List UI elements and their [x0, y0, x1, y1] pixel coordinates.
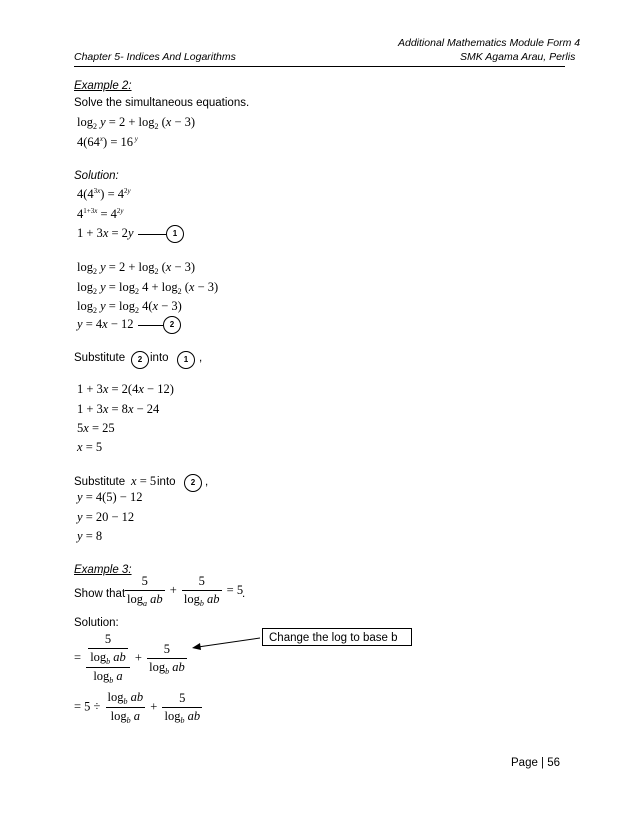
- step-1: $4(4^{3x}) = 4^{2y}$: [77, 187, 131, 201]
- solution-step-1: = $\frac{\frac{5}{\log_b ab}}{\log_b a}$ + $\frac{5}{\log_b ab}$: [74, 632, 185, 685]
- equation-marker-2: 2: [131, 351, 149, 369]
- page-number: Page | 56: [511, 757, 561, 769]
- step-11: x = 5: [77, 440, 103, 454]
- solution-heading: Solution:: [74, 617, 119, 629]
- substitute-value: x = 5: [131, 474, 157, 488]
- into-label: into: [157, 476, 176, 488]
- step-12: y = 4(5) − 12: [77, 490, 143, 504]
- pointer-line: [138, 325, 163, 326]
- comma: ,: [199, 352, 203, 364]
- example-2-heading: Example 2:: [74, 80, 132, 92]
- step-13: y = 20 − 12: [77, 510, 135, 524]
- show-that-label: Show that: [74, 588, 126, 600]
- given-equation-2: $4(64^x) = 16$ $^y$: [77, 135, 138, 149]
- school-name: SMK Agama Arau, Perlis: [460, 51, 576, 63]
- step-3: 1 + 3x = 2y: [77, 226, 134, 240]
- module-title: Additional Mathematics Module Form 4: [398, 37, 581, 49]
- step-4: $\log_2 y = 2 + \log_2 (x - 3)$: [77, 260, 196, 276]
- comma: ,: [205, 476, 209, 488]
- solution-heading: Solution:: [74, 170, 119, 182]
- equation-marker-2: 2: [163, 316, 181, 334]
- pointer-line: [138, 234, 166, 235]
- show-that-expression: $\frac{5}{\log_a ab}$ + $\frac{5}{\log_b ab}$ = 5: [127, 574, 244, 608]
- step-2: $4^{1+3x} = 4^{2y}$: [77, 207, 124, 221]
- step-5: $\log_2 y = \log_2 4 + \log_2 (x - 3)$: [77, 280, 219, 296]
- substitute-label: Substitute: [74, 476, 126, 488]
- callout-box: Change the log to base b: [262, 628, 412, 646]
- step-7: y = 4x − 12: [77, 317, 134, 331]
- equation-marker-2: 2: [184, 474, 202, 492]
- equation-marker-1: 1: [177, 351, 195, 369]
- header-rule: [74, 66, 565, 67]
- example-2-prompt: Solve the simultaneous equations.: [74, 97, 250, 109]
- into-label: into: [150, 352, 169, 364]
- example-3-heading: Example 3:: [74, 564, 132, 576]
- solution-step-2: = 5 ÷ $\frac{\log_b ab}{\log_b a}$ + $\frac{5}{\log_b ab}$: [74, 690, 201, 725]
- step-10: 5x = 25: [77, 421, 115, 435]
- step-14: y = 8: [77, 529, 103, 543]
- step-6: $\log_2 y = \log_2 4(x - 3)$: [77, 299, 182, 315]
- substitute-label: Substitute: [74, 352, 126, 364]
- step-8: 1 + 3x = 2(4x − 12): [77, 382, 174, 396]
- step-9: 1 + 3x = 8x − 24: [77, 402, 160, 416]
- given-equation-1: $\log_2 y = 2 + \log_2 (x - 3)$: [77, 115, 196, 131]
- chapter-title: Chapter 5- Indices And Logarithms: [74, 51, 236, 63]
- equation-marker-1: 1: [166, 225, 184, 243]
- callout-arrow: [190, 636, 262, 652]
- period: .: [242, 588, 246, 600]
